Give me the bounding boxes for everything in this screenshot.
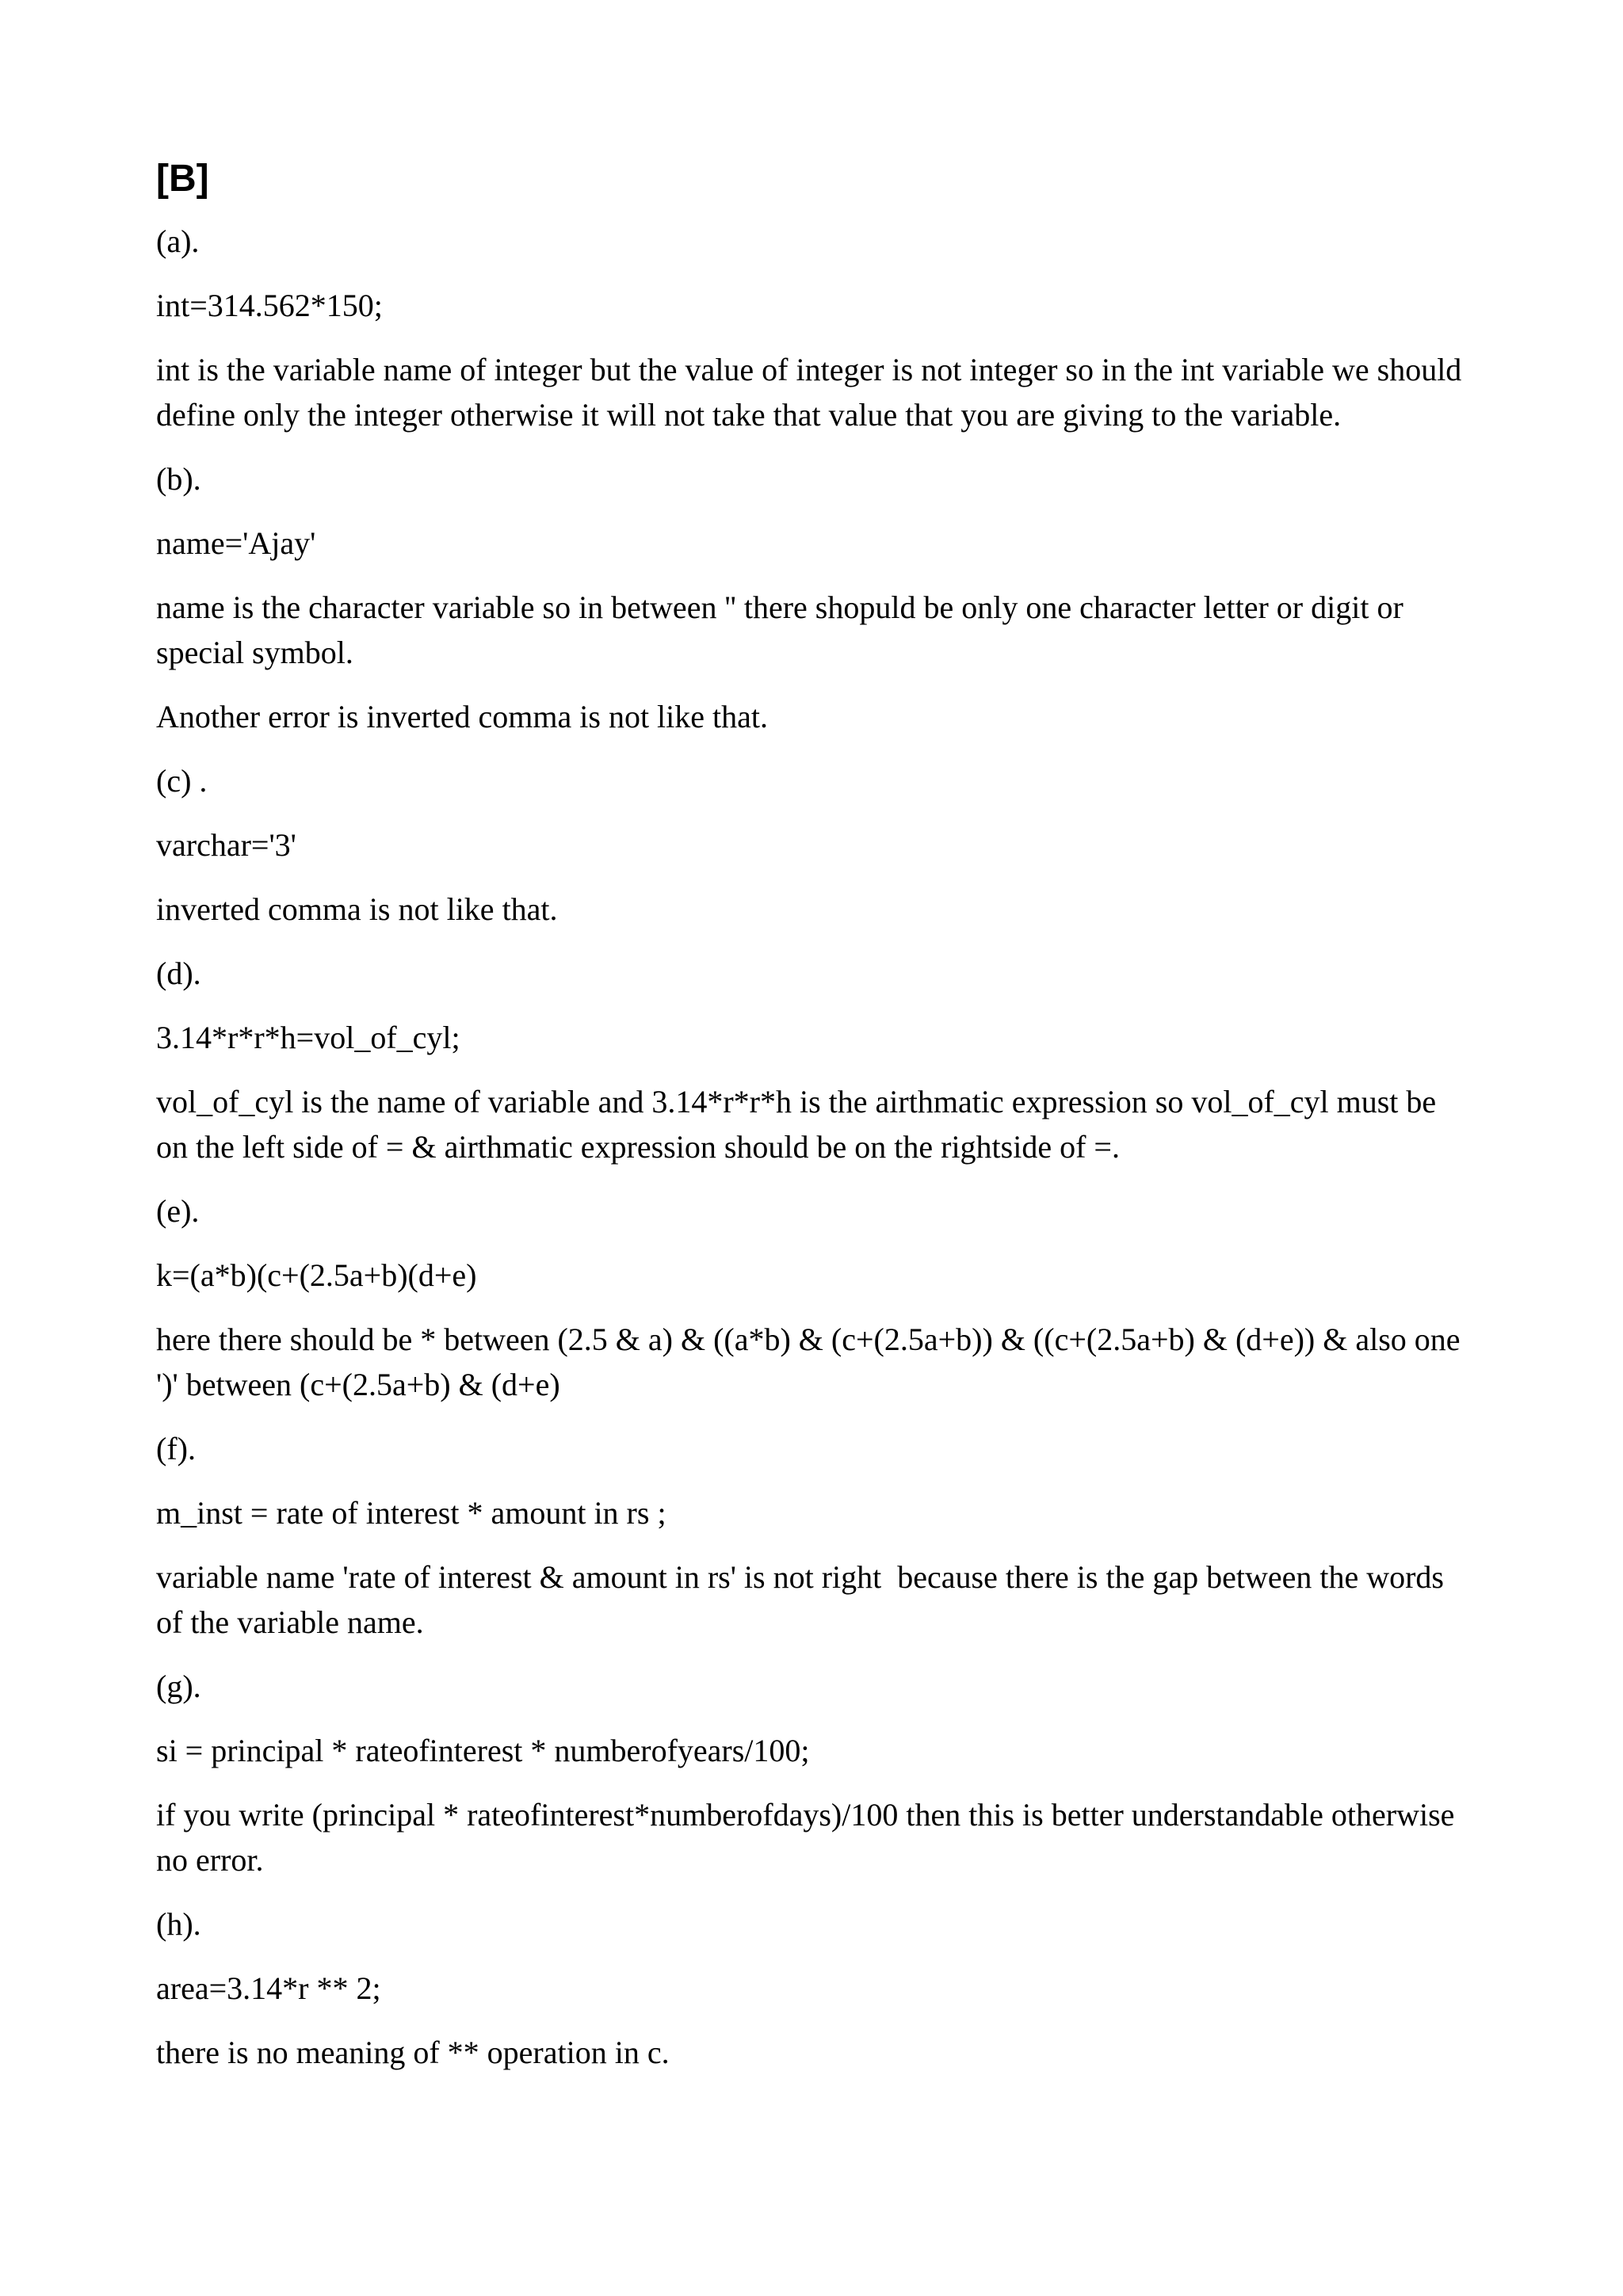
question-label: (c) . bbox=[156, 763, 208, 799]
code-statement: m_inst = rate of interest * amount in rs ; bbox=[156, 1495, 666, 1531]
code-statement: name='Ajay' bbox=[156, 525, 316, 561]
question-f bbox=[156, 1426, 1472, 1645]
code-statement: area=3.14*r ** 2; bbox=[156, 1970, 381, 2006]
question-a bbox=[156, 219, 1472, 437]
question-h bbox=[156, 1901, 1472, 2075]
question-c bbox=[156, 758, 1472, 932]
code-statement: k=(a*b)(c+(2.5a+b)(d+e) bbox=[156, 1257, 477, 1293]
explanation-text: Another error is inverted comma is not like that. bbox=[156, 699, 769, 734]
explanation-text: if you write (principal * rateofinterest*numberofdays)/100 then this is better understandable otherwise no error. bbox=[156, 1797, 1463, 1878]
question-label: (g). bbox=[156, 1669, 201, 1704]
question-label: (e). bbox=[156, 1193, 200, 1229]
code-statement: varchar='3' bbox=[156, 827, 296, 863]
question-d bbox=[156, 951, 1472, 1169]
code-statement: int=314.562*150; bbox=[156, 288, 383, 323]
section-heading: [B] bbox=[156, 158, 209, 200]
explanation-text: int is the variable name of integer but the value of integer is not integer so in the int variable we should define only the integer otherwise it will not take that value that you are giving to the variable. bbox=[156, 352, 1470, 433]
explanation-text: vol_of_cyl is the name of variable and 3.14*r*r*h is the airthmatic expression so vol_of_cyl must be on the left side of = & airthmatic expression should be on the rightside of =. bbox=[156, 1084, 1445, 1165]
document-page bbox=[156, 155, 1472, 2094]
question-label: (a). bbox=[156, 223, 200, 259]
question-label: (f). bbox=[156, 1431, 196, 1466]
explanation-text: name is the character variable so in between '' there shopuld be only one character letter or digit or special symbol. bbox=[156, 589, 1411, 670]
code-statement: 3.14*r*r*h=vol_of_cyl; bbox=[156, 1020, 460, 1055]
question-label: (h). bbox=[156, 1906, 201, 1942]
question-label: (b). bbox=[156, 461, 201, 497]
explanation-text: variable name 'rate of interest & amount in rs' is not right because there is the gap between the words of the variable name. bbox=[156, 1559, 1452, 1640]
question-e bbox=[156, 1188, 1472, 1407]
question-label: (d). bbox=[156, 955, 201, 991]
explanation-text: there is no meaning of ** operation in c. bbox=[156, 2035, 670, 2070]
question-g bbox=[156, 1664, 1472, 1882]
explanation-text: here there should be * between (2.5 & a) & ((a*b) & (c+(2.5a+b)) & ((c+(2.5a+b) & (d+e)) & also one ')' between (c+(2.5a+b) & (d+e) bbox=[156, 1322, 1468, 1402]
explanation-text: inverted comma is not like that. bbox=[156, 891, 558, 927]
code-statement: si = principal * rateofinterest * numberofyears/100; bbox=[156, 1733, 810, 1768]
question-b bbox=[156, 456, 1472, 739]
